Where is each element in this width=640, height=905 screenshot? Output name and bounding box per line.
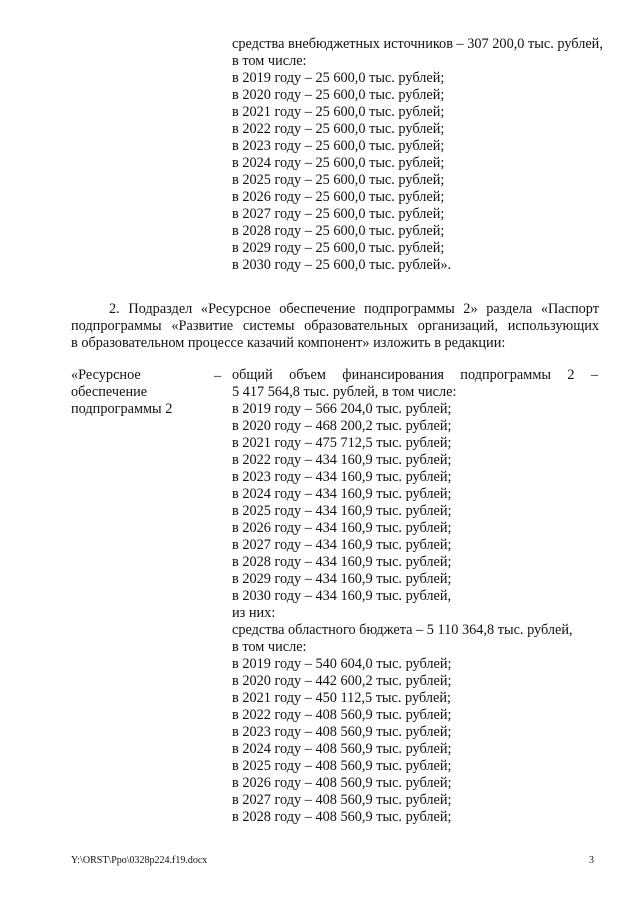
text-line: средства внебюджетных источников – 307 200,0 тыс. рублей, <box>232 36 603 52</box>
value-line: в том числе: <box>232 639 307 655</box>
text-line: в 2022 году – 25 600,0 тыс. рублей; <box>232 121 445 137</box>
value-line: в 2022 году – 434 160,9 тыс. рублей; <box>232 452 452 468</box>
value-line: в 2021 году – 450 112,5 тыс. рублей; <box>232 690 451 706</box>
funding-block-extrabudgetary <box>232 36 603 274</box>
value-line: в 2022 году – 408 560,9 тыс. рублей; <box>232 707 452 723</box>
funding-block-subprogram2 <box>232 367 598 826</box>
value-line: из них: <box>232 605 276 621</box>
value-line: в 2023 году – 408 560,9 тыс. рублей; <box>232 724 452 740</box>
value-line: в 2026 году – 434 160,9 тыс. рублей; <box>232 520 452 536</box>
label-dash: – <box>214 368 222 384</box>
value-line: средства областного бюджета – 5 110 364,8 тыс. рублей, <box>232 622 573 638</box>
text-line: в 2023 году – 25 600,0 тыс. рублей; <box>232 138 445 154</box>
value-line: в 2028 году – 434 160,9 тыс. рублей; <box>232 554 452 570</box>
value-line: в 2028 году – 408 560,9 тыс. рублей; <box>232 809 452 825</box>
label-line: «Ресурсное <box>71 367 141 383</box>
value-line: в 2020 году – 442 600,2 тыс. рублей; <box>232 673 452 689</box>
value-line: в 2027 году – 434 160,9 тыс. рублей; <box>232 537 452 553</box>
text-line: в 2030 году – 25 600,0 тыс. рублей». <box>232 257 452 273</box>
label-line: обеспечение <box>71 384 148 400</box>
text-line: в том числе: <box>232 53 307 69</box>
row-label <box>71 367 172 418</box>
value-line: в 2021 году – 475 712,5 тыс. рублей; <box>232 435 452 451</box>
paragraph-line: 2. Подраздел «Ресурсное обеспечение подпрограммы 2» раздела «Паспорт <box>109 301 599 317</box>
text-line: в 2027 году – 25 600,0 тыс. рублей; <box>232 206 445 222</box>
value-line: в 2019 году – 540 604,0 тыс. рублей; <box>232 656 452 672</box>
value-line: в 2023 году – 434 160,9 тыс. рублей; <box>232 469 452 485</box>
value-line: в 2025 году – 434 160,9 тыс. рублей; <box>232 503 452 519</box>
text-line: в 2026 году – 25 600,0 тыс. рублей; <box>232 189 445 205</box>
paragraph-line: в образовательном процессе казачий компонент» изложить в редакции: <box>71 335 506 351</box>
value-line: в 2029 году – 434 160,9 тыс. рублей; <box>232 571 452 587</box>
value-line: в 2030 году – 434 160,9 тыс. рублей, <box>232 588 452 604</box>
text-line: в 2024 году – 25 600,0 тыс. рублей; <box>232 155 445 171</box>
page-number: 3 <box>589 855 594 866</box>
value-line: в 2024 году – 408 560,9 тыс. рублей; <box>232 741 452 757</box>
value-line: 5 417 564,8 тыс. рублей, в том числе: <box>232 384 457 400</box>
text-line: в 2025 году – 25 600,0 тыс. рублей; <box>232 172 445 188</box>
amendment-paragraph <box>71 301 599 352</box>
value-line: в 2020 году – 468 200,2 тыс. рублей; <box>232 418 452 434</box>
paragraph-line: подпрограммы «Развитие системы образовательных организаций, использующих <box>71 318 599 334</box>
value-line: в 2027 году – 408 560,9 тыс. рублей; <box>232 792 452 808</box>
text-line: в 2021 году – 25 600,0 тыс. рублей; <box>232 104 445 120</box>
text-line: в 2020 году – 25 600,0 тыс. рублей; <box>232 87 445 103</box>
value-line: в 2025 году – 408 560,9 тыс. рублей; <box>232 758 452 774</box>
text-line: в 2028 году – 25 600,0 тыс. рублей; <box>232 223 445 239</box>
text-line: в 2029 году – 25 600,0 тыс. рублей; <box>232 240 445 256</box>
text-line: в 2019 году – 25 600,0 тыс. рублей; <box>232 70 445 86</box>
value-line: в 2026 году – 408 560,9 тыс. рублей; <box>232 775 452 791</box>
value-line: общий объем финансирования подпрограммы 2 – <box>232 367 598 383</box>
label-line: подпрограммы 2 <box>71 401 173 417</box>
footer-file-path: Y:\ORST\Ppo\0328p224.f19.docx <box>71 855 208 866</box>
value-line: в 2024 году – 434 160,9 тыс. рублей; <box>232 486 452 502</box>
value-line: в 2019 году – 566 204,0 тыс. рублей; <box>232 401 452 417</box>
